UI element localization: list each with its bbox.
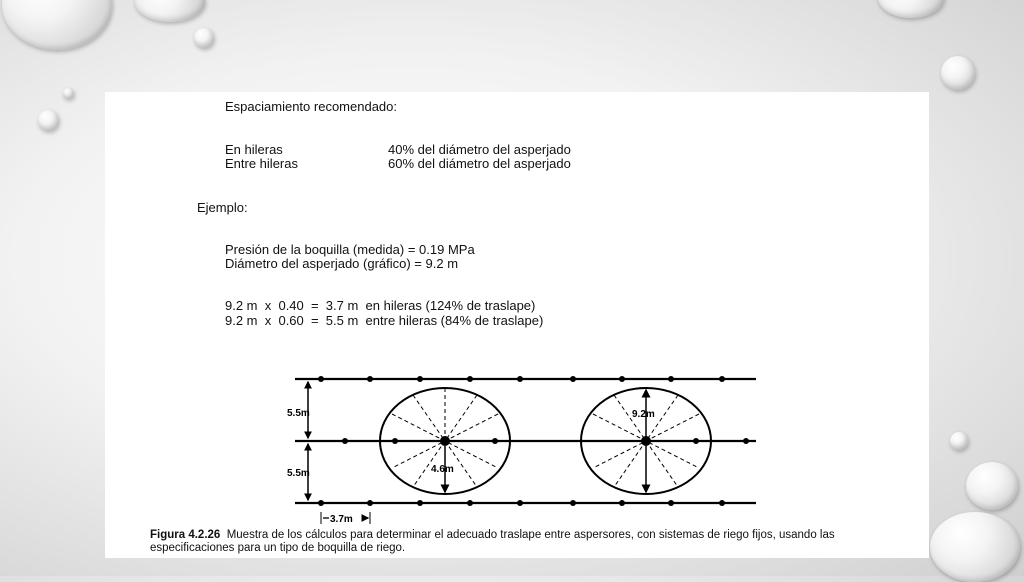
water-drop-decoration <box>63 88 74 99</box>
spacing-row-label: Entre hileras <box>225 156 298 171</box>
water-drop-decoration <box>950 432 968 450</box>
water-drop-decoration <box>966 462 1018 510</box>
row-spacing-label: 3.7m <box>330 514 353 525</box>
water-drop-decoration <box>38 110 59 131</box>
dimension-label-top: 5.5m <box>287 408 310 419</box>
figure-caption <box>150 529 920 555</box>
calculation-line: 9.2 m x 0.40 = 3.7 m en hileras (124% de traslape) <box>225 298 536 313</box>
spacing-row-value: 60% del diámetro del asperjado <box>388 156 571 171</box>
water-drop-decoration <box>941 56 975 90</box>
figure-caption-text: Muestra de los cálculos para determinar el adecuado traslape entre aspersores, con sistemas de riego fijos, usando las especificaciones para un tipo de boquilla de riego. <box>150 529 835 554</box>
water-drop-decoration <box>135 0 205 22</box>
radius-label: 4.6m <box>431 464 454 475</box>
figure-caption-label: Figura 4.2.26 <box>150 529 221 541</box>
spacing-row-label: En hileras <box>225 142 283 157</box>
calculation-line: 9.2 m x 0.60 = 5.5 m entre hileras (84% de traslape) <box>225 313 544 328</box>
water-drop-decoration <box>878 0 944 18</box>
water-drop-decoration <box>194 28 214 48</box>
sprinkler-layout-diagram <box>105 92 929 532</box>
spacing-heading: Espaciamiento recomendado: <box>225 99 397 114</box>
water-drop-decoration <box>2 0 112 50</box>
diameter-label: 9.2m <box>632 409 655 420</box>
example-line: Presión de la boquilla (medida) = 0.19 MPa <box>225 242 475 257</box>
slide-content <box>105 92 929 558</box>
water-drop-decoration <box>930 512 1020 582</box>
example-heading: Ejemplo: <box>197 200 248 215</box>
dimension-label-bottom: 5.5m <box>287 468 310 479</box>
example-line: Diámetro del asperjado (gráfico) = 9.2 m <box>225 256 459 271</box>
spacing-row-value: 40% del diámetro del asperjado <box>388 142 571 157</box>
